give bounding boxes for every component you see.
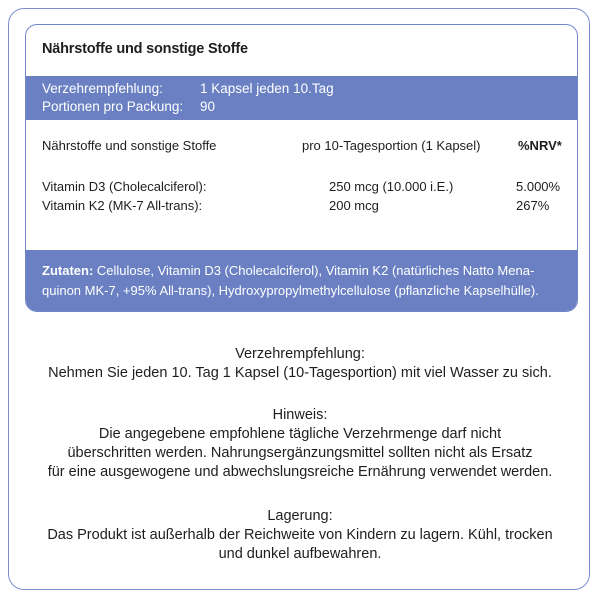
ingredients-text-2: quinon MK-7, +95% All-trans), Hydroxypropylmethylcellulose (pflanzliche Kapselhülle).: [42, 283, 539, 298]
storage-line: Das Produkt ist außerhalb der Reichweite von Kindern zu lagern. Kühl, trocken: [47, 527, 553, 543]
nutrient-amount: 200 mcg: [329, 198, 379, 213]
servings-per-pack-row: [42, 99, 216, 114]
ingredients-line-1: [42, 261, 561, 281]
header-nutrients: Nährstoffe und sonstige Stoffe: [42, 138, 217, 153]
serving-band: [26, 76, 577, 120]
ingredients-label: Zutaten:: [42, 263, 94, 278]
nutrition-card: [25, 24, 578, 312]
serving-recommendation-row: [42, 81, 334, 96]
serving-recommendation-label: Verzehrempfehlung:: [42, 81, 163, 96]
storage-section: [20, 507, 580, 564]
note-line: für eine ausgewogene und abwechslungsreiche Ernährung verwendet werden.: [47, 464, 553, 480]
storage-line: und dunkel aufbewahren.: [218, 546, 382, 562]
ingredients-text-1: Cellulose, Vitamin D3 (Cholecalciferol), Vitamin K2 (natürliches Natto Mena-: [96, 263, 535, 278]
storage-heading: Lagerung:: [267, 508, 333, 524]
serving-recommendation-value: 1 Kapsel jeden 10.Tag: [200, 81, 334, 96]
recommendation-line: Nehmen Sie jeden 10. Tag 1 Kapsel (10-Tagesportion) mit viel Wasser zu sich.: [48, 365, 552, 381]
note-line: Die angegebene empfohlene tägliche Verzehrmenge darf nicht: [98, 426, 502, 442]
ingredients-band: [26, 250, 577, 311]
note-heading: Hinweis:: [272, 407, 328, 423]
note-section: [20, 406, 580, 482]
nutrient-name: Vitamin D3 (Cholecalciferol):: [42, 179, 207, 194]
servings-per-pack-label: Portionen pro Packung:: [42, 99, 184, 114]
card-title: Nährstoffe und sonstige Stoffe: [42, 41, 248, 57]
nutrient-name: Vitamin K2 (MK-7 All-trans):: [42, 198, 203, 213]
header-nrv: %NRV*: [518, 138, 562, 153]
header-per-portion: pro 10-Tagesportion (1 Kapsel): [302, 138, 481, 153]
recommendation-heading: Verzehrempfehlung:: [235, 346, 365, 362]
nutrient-nrv: 267%: [516, 198, 550, 213]
recommendation-section: [20, 345, 580, 383]
nutrient-nrv: 5.000%: [516, 179, 561, 194]
note-line: überschritten werden. Nahrungsergänzungsmittel sollten nicht als Ersatz: [67, 445, 533, 461]
nutrient-amount: 250 mcg (10.000 i.E.): [329, 179, 454, 194]
servings-per-pack-value: 90: [200, 99, 216, 114]
